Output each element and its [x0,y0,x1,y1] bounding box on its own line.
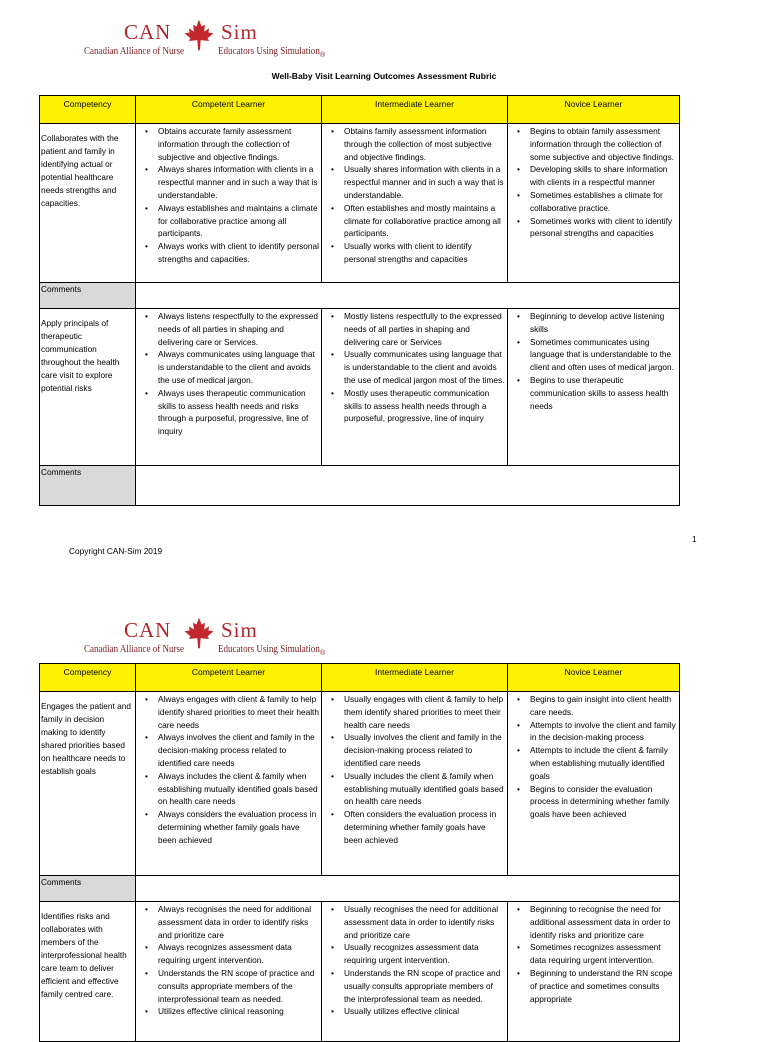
criteria-item: • Usually shares information with clients in a respectful manner and in such a way that is understandable. [322,163,505,201]
registered-mark: ® [320,650,326,657]
comments-field[interactable] [136,876,680,902]
criteria-list [322,902,507,1018]
intermediate-cell [322,309,508,466]
logo-can-text: CAN [124,20,172,44]
criteria-item: • Sometimes communicates using language that is understandable to the client and often uses of medical jargon. [508,336,677,374]
criteria-item: • Always recognises the need for additional assessment data in order to identify risks and prioritize care [136,903,319,941]
table-row [40,309,680,466]
comments-field[interactable] [136,466,680,506]
criteria-list [136,309,321,438]
criteria-item: • Beginning to develop active listening skills [508,310,677,336]
criteria-item: • Usually involves the client and family in the decision-making process related to identified care needs [322,731,505,769]
intermediate-cell [322,902,508,1042]
table-row [40,124,680,283]
page-number: 1 [692,534,697,544]
header-novice: Novice Learner [508,664,680,692]
criteria-list [508,692,679,821]
logo-subtitle-left: Canadian Alliance of Nurse [84,644,185,655]
can-sim-logo [84,20,344,76]
novice-cell [508,124,680,283]
criteria-item: • Always works with client to identify personal strengths and capacities. [136,240,319,266]
criteria-item: • Begins to consider the evaluation process in determining whether family goals have been achieved [508,783,677,821]
criteria-list [322,309,507,425]
header-competent: Competent Learner [136,664,322,692]
comments-label: Comments [40,283,136,309]
novice-cell [508,902,680,1042]
comments-row [40,283,680,309]
criteria-item: • Always involves the client and family in the decision-making process related to identified care needs [136,731,319,769]
criteria-item: • Usually recognizes assessment data requiring urgent intervention. [322,941,505,967]
competent-cell [136,902,322,1042]
criteria-item: • Begins to use therapeutic communication skills to assess health needs [508,374,677,412]
comments-label: Comments [40,466,136,506]
criteria-item: • Always engages with client & family to help identify shared priorities to meet their health care needs [136,693,319,731]
criteria-item: • Utilizes effective clinical reasoning [136,1005,319,1018]
criteria-list [136,902,321,1018]
criteria-item: • Sometimes establishes a climate for collaborative practice. [508,189,677,215]
page-title: Well-Baby Visit Learning Outcomes Assessment Rubric [271,71,497,81]
maple-leaf-icon [182,616,216,650]
competent-cell [136,124,322,283]
criteria-item: • Usually recognises the need for additional assessment data in order to identify risks and prioritize care [322,903,505,941]
header-competent: Competent Learner [136,96,322,124]
criteria-item: • Begins to obtain family assessment information through the collection of some subjective and objective findings. [508,125,677,163]
header-intermediate: Intermediate Learner [322,96,508,124]
criteria-item: • Understands the RN scope of practice and consults appropriate members of the interprofessional team as needed. [136,967,319,1005]
table-row [40,902,680,1042]
header-intermediate: Intermediate Learner [322,664,508,692]
competency-cell: Collaborates with the patient and family in identifying actual or potential healthcare needs strengths and capacities. [40,124,136,283]
criteria-item: • Always considers the evaluation process in determining whether family goals have been achieved [136,808,319,846]
criteria-item: • Usually engages with client & family to help them identify shared priorities to meet their health care needs [322,693,505,731]
criteria-item: • Begins to gain insight into client health care needs. [508,693,677,719]
comments-label: Comments [40,876,136,902]
criteria-list [136,692,321,847]
intermediate-cell [322,692,508,876]
rubric-table-page2 [39,663,680,1042]
criteria-list [136,124,321,266]
novice-cell [508,692,680,876]
criteria-item: • Beginning to understand the RN scope of practice and sometimes consults appropriate [508,967,677,1005]
logo-subtitle-left: Canadian Alliance of Nurse [84,46,185,57]
rubric-table-page1 [39,95,680,506]
competency-cell: Apply principals of therapeutic communication throughout the health care visit to explore potential risks [40,309,136,466]
criteria-list [508,902,679,1005]
criteria-item: • Understands the RN scope of practice and usually consults appropriate members of the interprofessional team as needed. [322,967,505,1005]
criteria-item: • Usually utilizes effective clinical [322,1005,505,1018]
criteria-item: • Usually includes the client & family when establishing mutually identified goals based on health care needs [322,770,505,808]
header-row [40,96,680,124]
criteria-list [322,692,507,847]
logo-subtitle-right: Educators Using Simulation [218,46,320,57]
criteria-item: • Always listens respectfully to the expressed needs of all parties in shaping and delivering care or Services. [136,310,319,348]
header-competency: Competency [40,664,136,692]
criteria-list [508,124,679,240]
criteria-item: • Often considers the evaluation process in determining whether family goals have been achieved [322,808,505,846]
criteria-list [322,124,507,266]
novice-cell [508,309,680,466]
maple-leaf-icon [182,18,216,52]
competency-cell: Identifies risks and collaborates with members of the interprofessional health care team to deliver efficient and effective family centred care. [40,902,136,1042]
criteria-item: • Always includes the client & family when establishing mutually identified goals based on health care needs [136,770,319,808]
criteria-item: • Mostly listens respectfully to the expressed needs of all parties in shaping and delivering care or Services [322,310,505,348]
logo-subtitle-right: Educators Using Simulation [218,644,320,655]
criteria-item: • Sometimes works with client to identify personal strengths and capacities [508,215,677,241]
criteria-item: • Sometimes recognizes assessment data requiring urgent intervention. [508,941,677,967]
header-competency: Competency [40,96,136,124]
logo-can-text: CAN [124,618,172,642]
criteria-item: • Usually works with client to identify personal strengths and capacities [322,240,505,266]
criteria-item: • Attempts to include the client & family when establishing mutually identified goals [508,744,677,782]
criteria-item: • Developing skills to share information with clients in a respectful manner [508,163,677,189]
comments-row [40,876,680,902]
criteria-item: • Usually communicates using language that is understandable to the client and avoids the use of medical jargon most of the times. [322,348,505,386]
registered-mark: ® [320,52,326,59]
criteria-item: • Always communicates using language that is understandable to the client and avoids the use of medical jargon. [136,348,319,386]
comments-row [40,466,680,506]
criteria-item: • Always uses therapeutic communication skills to assess health needs and risks through a purposeful, progressive, line of inquiry [136,387,319,438]
criteria-item: • Obtains accurate family assessment information through the collection of subjective and objective findings. [136,125,319,163]
comments-field[interactable] [136,283,680,309]
copyright-text: Copyright CAN-Sim 2019 [69,546,163,556]
criteria-item: • Always establishes and maintains a climate for collaborative practice among all participants. [136,202,319,240]
competent-cell [136,692,322,876]
competency-cell: Engages the patient and family in decision making to identify shared priorities based on healthcare needs to establish goals [40,692,136,876]
logo-sim-text: Sim [221,20,258,44]
criteria-list [508,309,679,412]
criteria-item: • Always recognizes assessment data requiring urgent intervention. [136,941,319,967]
criteria-item: • Obtains family assessment information through the collection of most subjective and objective findings. [322,125,505,163]
header-row [40,664,680,692]
header-novice: Novice Learner [508,96,680,124]
table-row [40,692,680,876]
criteria-item: • Often establishes and mostly maintains a climate for collaborative practice among all participants. [322,202,505,240]
intermediate-cell [322,124,508,283]
logo-sim-text: Sim [221,618,258,642]
criteria-item: • Always shares information with clients in a respectful manner and in such a way that is understandable. [136,163,319,201]
criteria-item: • Beginning to recognise the need for additional assessment data in order to identify risks and prioritize care [508,903,677,941]
competent-cell [136,309,322,466]
criteria-item: • Attempts to involve the client and family in the decision-making process [508,719,677,745]
criteria-item: • Mostly uses therapeutic communication skills to assess health needs through a purposeful, progressive, line of inquiry [322,387,505,425]
